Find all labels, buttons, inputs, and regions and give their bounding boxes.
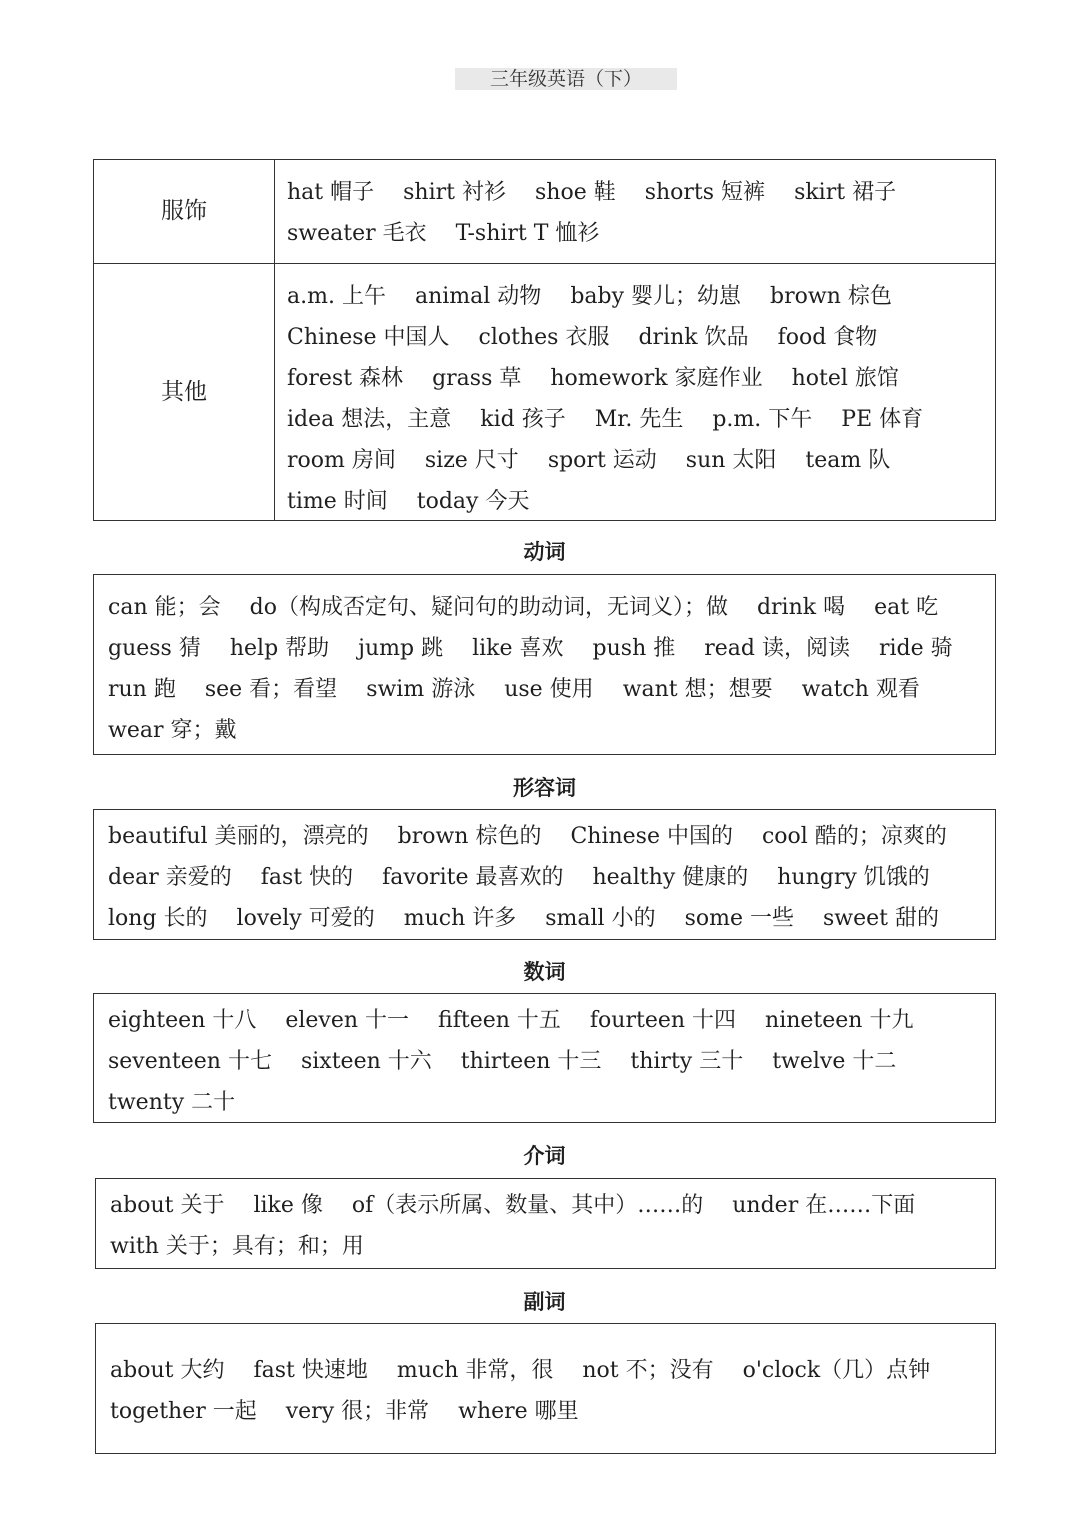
word-list-verbs xyxy=(94,587,995,751)
word-entry: not 不；没有 xyxy=(582,1358,714,1383)
word-entry: today 今天 xyxy=(416,489,530,514)
word-entry: food 食物 xyxy=(777,325,878,350)
noun-row-other xyxy=(94,264,995,520)
word-entry: see 看；看望 xyxy=(204,677,338,702)
word-entry: ride 骑 xyxy=(878,636,953,661)
word-entry: lovely 可爱的 xyxy=(236,906,375,931)
word-entry: shirt 衬衫 xyxy=(403,180,506,205)
word-entry: guess 猜 xyxy=(108,636,201,661)
word-entry: wear 穿；戴 xyxy=(108,718,237,743)
word-entry: nineteen 十九 xyxy=(765,1008,914,1033)
section-title-adverbs: 副词 xyxy=(523,1290,566,1314)
word-list-adverbs xyxy=(96,1350,995,1432)
word-entry: clothes 衣服 xyxy=(478,325,610,350)
word-entry: use 使用 xyxy=(504,677,594,702)
word-entry: run 跑 xyxy=(108,677,176,702)
word-entry: sweater 毛衣 xyxy=(287,221,427,246)
word-entry: Chinese 中国人 xyxy=(287,325,450,350)
word-entry: brown 棕色的 xyxy=(397,824,542,849)
word-entry: thirteen 十三 xyxy=(460,1049,602,1074)
word-entry: homework 家庭作业 xyxy=(550,366,763,391)
word-list-numerals xyxy=(94,1000,995,1123)
word-entry: about 大约 xyxy=(110,1358,225,1383)
word-entry: team 队 xyxy=(805,448,891,473)
word-entry: grass 草 xyxy=(432,366,522,391)
word-entry: animal 动物 xyxy=(414,284,542,309)
word-entry: drink 饮品 xyxy=(638,325,749,350)
word-entry: read 读，阅读 xyxy=(704,636,850,661)
word-entry: beautiful 美丽的，漂亮的 xyxy=(108,824,369,849)
word-entry: drink 喝 xyxy=(756,595,846,620)
word-entry: with 关于；具有；和；用 xyxy=(110,1234,364,1259)
word-entry: eat 吃 xyxy=(874,595,939,620)
word-entry: fast 快的 xyxy=(260,865,354,890)
word-entry: can 能；会 xyxy=(108,595,221,620)
word-list-other xyxy=(275,276,995,522)
word-entry: do（构成否定句、疑问句的助动词，无词义）；做 xyxy=(249,595,728,620)
word-entry: p.m. 下午 xyxy=(712,407,813,432)
word-entry: seventeen 十七 xyxy=(108,1049,272,1074)
word-entry: hotel 旅馆 xyxy=(791,366,899,391)
word-entry: brown 棕色 xyxy=(770,284,892,309)
section-title-numerals: 数词 xyxy=(523,960,566,984)
word-entry: dear 亲爱的 xyxy=(108,865,232,890)
word-entry: much 许多 xyxy=(403,906,517,931)
word-entry: under 在……下面 xyxy=(732,1193,916,1218)
adjectives-box xyxy=(93,809,996,940)
word-entry: fifteen 十五 xyxy=(438,1008,561,1033)
prepositions-box xyxy=(95,1178,996,1269)
word-entry: watch 观看 xyxy=(801,677,920,702)
word-entry: swim 游泳 xyxy=(366,677,476,702)
word-entry: long 长的 xyxy=(108,906,208,931)
word-entry: sweet 甜的 xyxy=(823,906,940,931)
word-entry: T-shirt T 恤衫 xyxy=(455,221,600,246)
word-entry: Mr. 先生 xyxy=(594,407,684,432)
word-entry: help 帮助 xyxy=(229,636,330,661)
word-entry: favorite 最喜欢的 xyxy=(382,865,564,890)
nouns-table xyxy=(93,159,996,521)
word-entry: PE 体育 xyxy=(841,407,924,432)
word-entry: some 一些 xyxy=(684,906,795,931)
word-entry: size 尺寸 xyxy=(424,448,519,473)
page-header: 三年级英语（下） xyxy=(455,68,677,90)
word-list-clothing xyxy=(275,172,995,254)
word-entry: much 非常，很 xyxy=(396,1358,554,1383)
section-title-adjectives: 形容词 xyxy=(513,776,576,800)
word-entry: want 想；想要 xyxy=(622,677,773,702)
category-label-other: 其他 xyxy=(94,264,275,520)
word-entry: jump 跳 xyxy=(358,636,444,661)
word-entry: sun 太阳 xyxy=(685,448,777,473)
word-entry: twenty 二十 xyxy=(108,1090,236,1115)
word-entry: a.m. 上午 xyxy=(287,284,386,309)
word-entry: cool 酷的；凉爽的 xyxy=(761,824,947,849)
word-entry: room 房间 xyxy=(287,448,396,473)
word-entry: together 一起 xyxy=(110,1399,257,1424)
word-entry: sport 运动 xyxy=(547,448,657,473)
section-title-verbs: 动词 xyxy=(523,540,566,564)
word-entry: where 哪里 xyxy=(458,1399,579,1424)
word-entry: baby 婴儿；幼崽 xyxy=(570,284,742,309)
word-entry: fast 快速地 xyxy=(253,1358,368,1383)
word-entry: hat 帽子 xyxy=(287,180,375,205)
category-label-clothing: 服饰 xyxy=(94,160,275,263)
word-entry: thirty 三十 xyxy=(630,1049,744,1074)
word-entry: forest 森林 xyxy=(287,366,404,391)
word-entry: twelve 十二 xyxy=(772,1049,897,1074)
section-title-prepositions: 介词 xyxy=(523,1144,566,1168)
noun-row-clothing xyxy=(94,160,995,264)
word-entry: about 关于 xyxy=(110,1193,225,1218)
word-entry: eighteen 十八 xyxy=(108,1008,257,1033)
word-entry: shoe 鞋 xyxy=(534,180,616,205)
word-entry: very 很；非常 xyxy=(285,1399,430,1424)
word-entry: hungry 饥饿的 xyxy=(777,865,930,890)
word-entry: sixteen 十六 xyxy=(300,1049,432,1074)
numerals-box xyxy=(93,993,996,1123)
word-entry: Chinese 中国的 xyxy=(570,824,733,849)
word-entry: skirt 裙子 xyxy=(794,180,897,205)
word-entry: time 时间 xyxy=(287,489,388,514)
word-entry: eleven 十一 xyxy=(285,1008,410,1033)
adverbs-box xyxy=(95,1323,996,1454)
word-entry: healthy 健康的 xyxy=(592,865,749,890)
word-list-prepositions xyxy=(96,1185,995,1267)
word-entry: fourteen 十四 xyxy=(589,1008,737,1033)
word-entry: like 喜欢 xyxy=(472,636,564,661)
word-entry: like 像 xyxy=(253,1193,323,1218)
word-entry: shorts 短裤 xyxy=(644,180,766,205)
word-entry: push 推 xyxy=(592,636,676,661)
word-entry: kid 孩子 xyxy=(480,407,566,432)
word-entry: idea 想法，主意 xyxy=(287,407,452,432)
word-entry: small 小的 xyxy=(545,906,656,931)
verbs-box xyxy=(93,574,996,755)
word-list-adjectives xyxy=(94,816,995,939)
word-entry: o'clock（几）点钟 xyxy=(742,1358,931,1383)
word-entry: of（表示所属、数量、其中）……的 xyxy=(351,1193,704,1218)
